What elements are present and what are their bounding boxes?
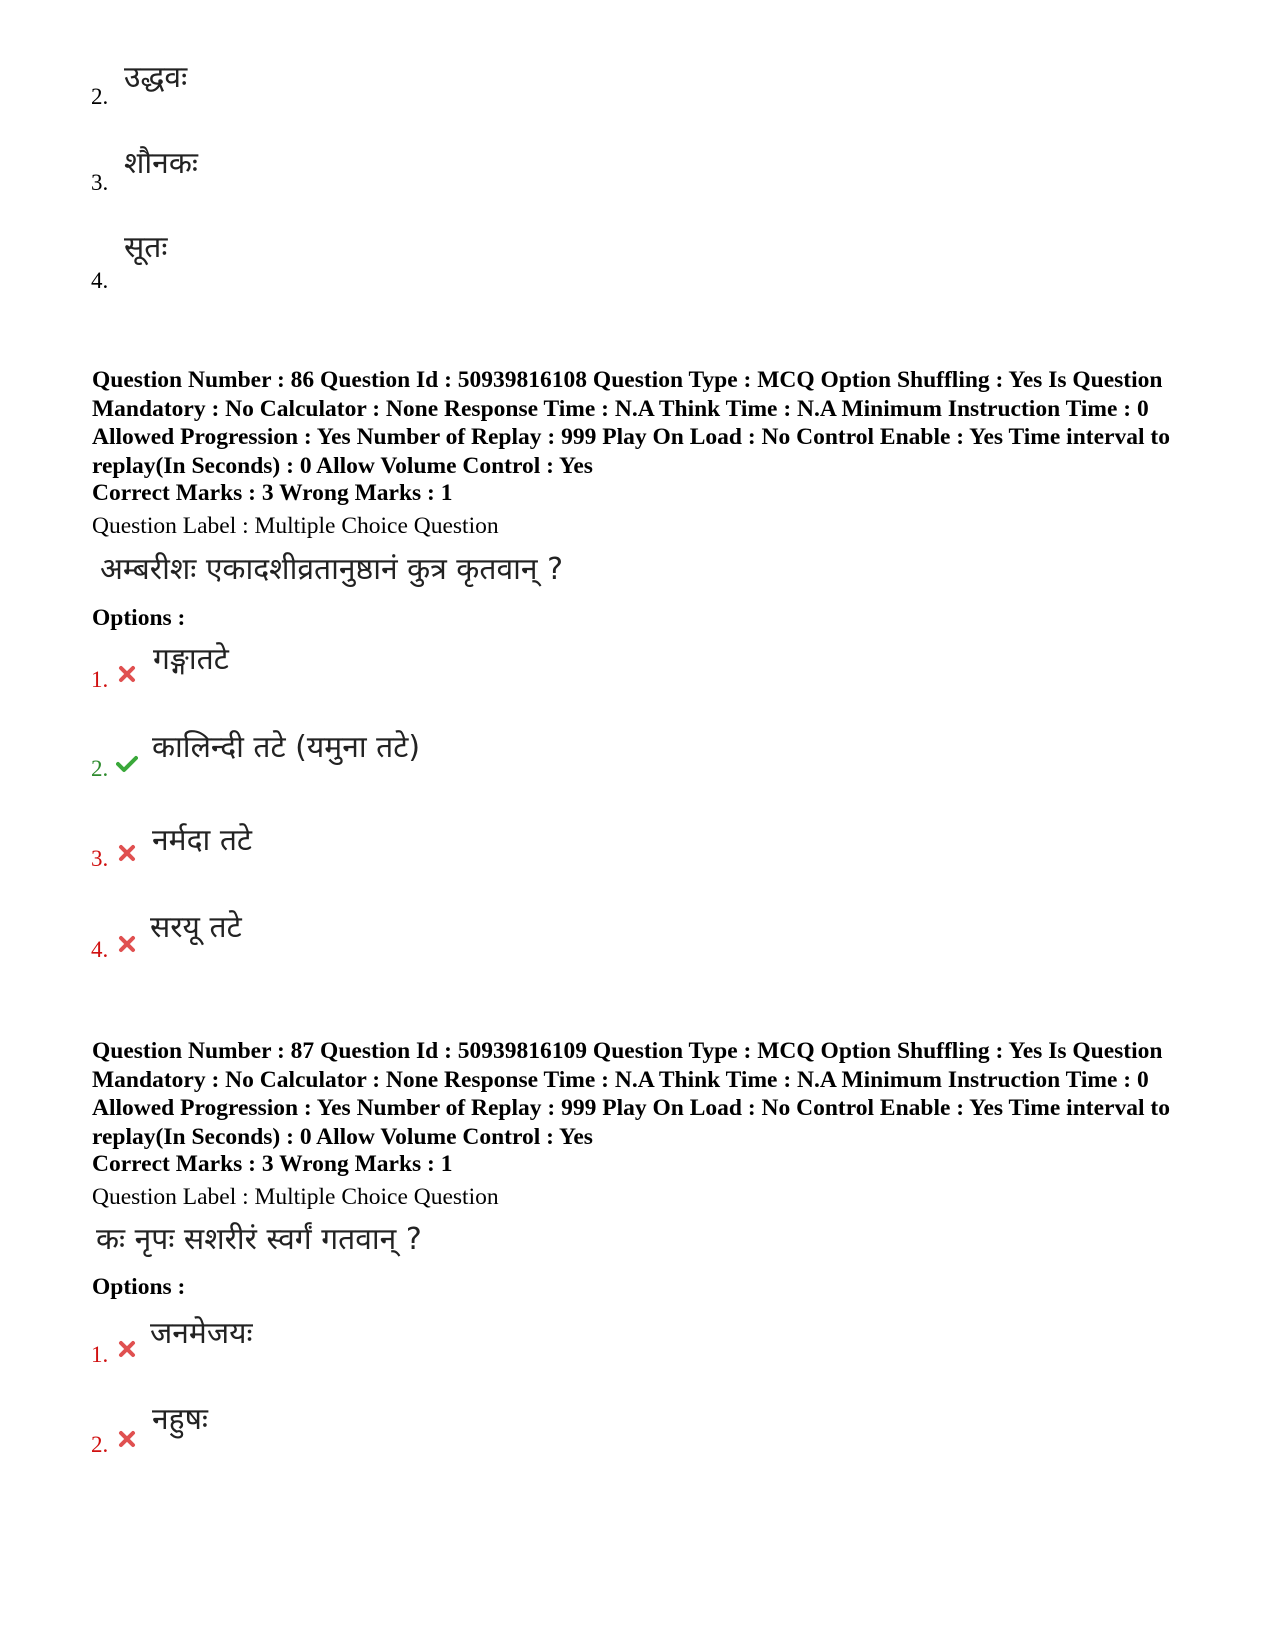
option-number: 3. xyxy=(91,846,109,871)
cross-icon xyxy=(118,1430,136,1448)
question-text: अम्बरीशः एकादशीव्रतानुष्ठानं कुत्र कृतवान् ? xyxy=(100,552,563,587)
cross-icon xyxy=(118,665,136,683)
carryover-option-text: उद्धवः xyxy=(124,60,188,95)
option-number: 1. xyxy=(91,667,109,692)
options-title: Options : xyxy=(92,605,186,631)
option-text: कालिन्दी तटे (यमुना तटे) xyxy=(152,730,421,765)
carryover-option-number: 4. xyxy=(91,268,109,293)
option-text: जनमेजयः xyxy=(150,1316,253,1351)
option-text: सरयू तटे xyxy=(150,910,242,945)
option-number: 4. xyxy=(91,937,109,962)
options-title: Options : xyxy=(92,1274,186,1300)
question-text: कः नृपः सशरीरं स्वर्गं गतवान् ? xyxy=(96,1222,422,1257)
check-icon xyxy=(116,755,138,778)
carryover-option-text: सूतः xyxy=(124,230,168,265)
question-meta: Question Number : 87 Question Id : 50939816109 Question Type : MCQ Option Shuffling : Yes Is Question Mandatory : No Calculator : None Response Time : N.A Think Time : N.A Minimum Instruction Time : 0 Allowed Progression : Yes Number of Replay : 999 Play On Load : No Control Enable : Yes Time interval to replay(In Seconds) : 0 Allow Volume Control : Yes xyxy=(92,1038,1170,1150)
question-label: Question Label : Multiple Choice Question xyxy=(92,513,499,539)
cross-icon xyxy=(118,844,136,862)
option-text: गङ्गातटे xyxy=(153,642,229,677)
option-text: नहुषः xyxy=(152,1402,208,1437)
question-marks: Correct Marks : 3 Wrong Marks : 1 xyxy=(92,480,453,506)
question-label: Question Label : Multiple Choice Question xyxy=(92,1184,499,1210)
option-number: 2. xyxy=(91,756,109,781)
option-number: 2. xyxy=(91,1432,109,1457)
option-text: नर्मदा तटे xyxy=(152,823,253,858)
carryover-option-number: 3. xyxy=(91,170,109,195)
question-marks: Correct Marks : 3 Wrong Marks : 1 xyxy=(92,1151,453,1177)
carryover-option-number: 2. xyxy=(91,84,109,109)
cross-icon xyxy=(118,1340,136,1358)
carryover-option-text: शौनकः xyxy=(124,146,198,181)
question-meta: Question Number : 86 Question Id : 50939816108 Question Type : MCQ Option Shuffling : Yes Is Question Mandatory : No Calculator : None Response Time : N.A Think Time : N.A Minimum Instruction Time : 0 Allowed Progression : Yes Number of Replay : 999 Play On Load : No Control Enable : Yes Time interval to replay(In Seconds) : 0 Allow Volume Control : Yes xyxy=(92,367,1170,479)
option-number: 1. xyxy=(91,1342,109,1367)
cross-icon xyxy=(118,935,136,953)
